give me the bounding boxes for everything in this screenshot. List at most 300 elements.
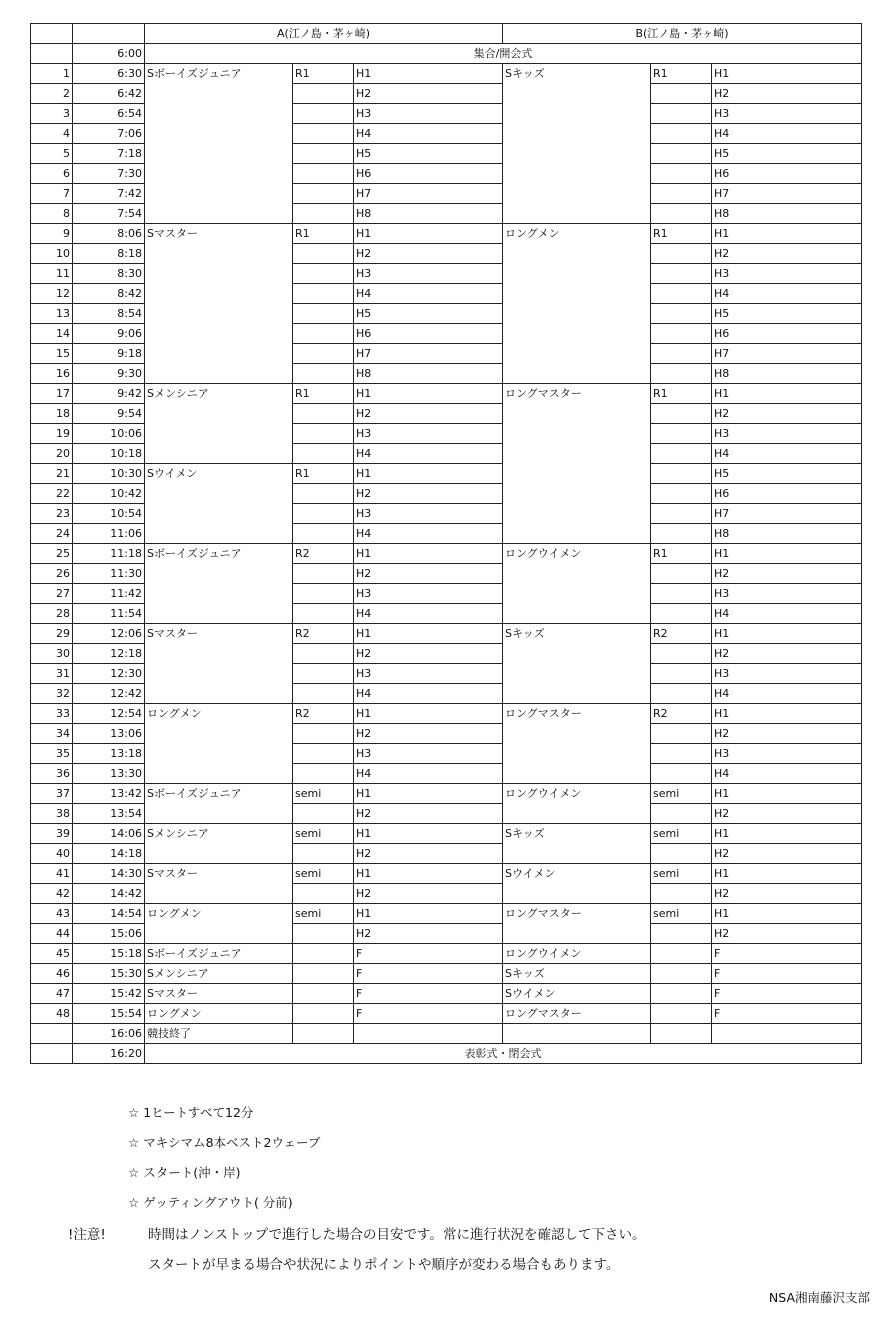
heat-number: 16: [31, 364, 73, 384]
venue-b-heat: H1: [712, 904, 862, 924]
heat-number: 19: [31, 424, 73, 444]
heat-time: 13:42: [73, 784, 145, 804]
venue-a-division: Sマスター: [145, 864, 293, 904]
venue-a-round: [293, 1024, 354, 1044]
heat-number: 29: [31, 624, 73, 644]
venue-a-heat: H1: [354, 824, 503, 844]
star-icon: ☆: [128, 1195, 140, 1210]
heat-number: 32: [31, 684, 73, 704]
venue-a-heat: H4: [354, 284, 503, 304]
venue-a-round: [293, 304, 354, 324]
venue-a-round: [293, 484, 354, 504]
heat-number: 20: [31, 444, 73, 464]
heat-time: 8:42: [73, 284, 145, 304]
venue-b-round: [651, 804, 712, 824]
heat-number: 9: [31, 224, 73, 244]
caution-label: !注意!: [68, 1227, 106, 1243]
venue-b-heat: H1: [712, 624, 862, 644]
heat-time: 15:30: [73, 964, 145, 984]
heat-number: 39: [31, 824, 73, 844]
venue-a-division: Sボーイズジュニア: [145, 784, 293, 824]
venue-b-round: [651, 524, 712, 544]
venue-b-round: [651, 324, 712, 344]
venue-a-round: [293, 84, 354, 104]
heat-time: 7:42: [73, 184, 145, 204]
venue-a-heat: H2: [354, 84, 503, 104]
venue-b-heat: H2: [712, 884, 862, 904]
venue-a-heat: H1: [354, 64, 503, 84]
venue-a-round: [293, 984, 354, 1004]
schedule-row: [31, 1024, 862, 1044]
empty-cell: [31, 24, 73, 44]
venue-b-heat: H1: [712, 224, 862, 244]
venue-a-heat: H2: [354, 484, 503, 504]
heat-number: 8: [31, 204, 73, 224]
heat-time: 12:06: [73, 624, 145, 644]
venue-a-division: 競技終了: [145, 1024, 293, 1044]
venue-b-heat: H4: [712, 684, 862, 704]
venue-a-heat: H2: [354, 404, 503, 424]
heat-time: 8:30: [73, 264, 145, 284]
note-item: [128, 1133, 320, 1151]
heat-number: 41: [31, 864, 73, 884]
opening-time: 6:00: [73, 44, 145, 64]
venue-a-round: R2: [293, 704, 354, 724]
heat-number: 28: [31, 604, 73, 624]
heat-time: 10:18: [73, 444, 145, 464]
venue-a-round: [293, 444, 354, 464]
venue-a-round: [293, 364, 354, 384]
venue-b-heat: H2: [712, 804, 862, 824]
venue-b-division: Sウイメン: [503, 864, 651, 904]
heat-number: 33: [31, 704, 73, 724]
heat-number: 5: [31, 144, 73, 164]
venue-b-heat: H3: [712, 104, 862, 124]
heat-time: 8:18: [73, 244, 145, 264]
heat-time: 13:30: [73, 764, 145, 784]
venue-b-round: [651, 144, 712, 164]
caution-line: 時間はノンストップで進行した場合の目安です。常に進行状況を確認して下さい。: [148, 1227, 646, 1243]
heat-number: 15: [31, 344, 73, 364]
venue-b-division: ロングウイメン: [503, 544, 651, 624]
heat-time: 16:06: [73, 1024, 145, 1044]
venue-a-heat: H1: [354, 624, 503, 644]
venue-b-heat: F: [712, 944, 862, 964]
heat-time: 9:42: [73, 384, 145, 404]
venue-b-round: R1: [651, 64, 712, 84]
heat-time: 10:42: [73, 484, 145, 504]
organization-name: NSA湘南藤沢支部: [768, 1290, 870, 1305]
venue-a-round: R1: [293, 384, 354, 404]
heat-time: 10:54: [73, 504, 145, 524]
note-text: ゲッティングアウト( 分前): [143, 1195, 293, 1210]
venue-a-heat: H3: [354, 584, 503, 604]
venue-a-heat: H1: [354, 904, 503, 924]
venue-a-round: [293, 684, 354, 704]
venue-a-round: [293, 884, 354, 904]
venue-b-heat: H3: [712, 264, 862, 284]
venue-b-heat: H3: [712, 664, 862, 684]
venue-b-round: R2: [651, 624, 712, 644]
venue-b-round: [651, 184, 712, 204]
venue-b-heat: H2: [712, 844, 862, 864]
venue-a-heat: H2: [354, 884, 503, 904]
venue-a-round: [293, 404, 354, 424]
heat-time: 10:30: [73, 464, 145, 484]
venue-b-round: [651, 204, 712, 224]
venue-b-division: Sキッズ: [503, 624, 651, 704]
venue-a-division: Sボーイズジュニア: [145, 544, 293, 624]
venue-b-division: ロングマスター: [503, 704, 651, 784]
venue-b-round: R1: [651, 384, 712, 404]
venue-a-round: [293, 604, 354, 624]
venue-a-round: [293, 164, 354, 184]
heat-number: 3: [31, 104, 73, 124]
venue-a-heat: H4: [354, 124, 503, 144]
venue-a-round: [293, 324, 354, 344]
venue-a-round: [293, 284, 354, 304]
venue-a-heat: H2: [354, 244, 503, 264]
venue-b-header: B(江ノ島・茅ヶ崎): [503, 24, 862, 44]
heat-time: 6:54: [73, 104, 145, 124]
schedule-row: [31, 984, 862, 1004]
venue-a-heat: H8: [354, 364, 503, 384]
venue-b-round: [651, 444, 712, 464]
venue-b-round: semi: [651, 864, 712, 884]
closing-time: 16:20: [73, 1044, 145, 1064]
venue-b-round: [651, 504, 712, 524]
venue-a-heat: H2: [354, 724, 503, 744]
venue-b-heat: H6: [712, 164, 862, 184]
venue-b-heat: H3: [712, 744, 862, 764]
venue-a-round: [293, 804, 354, 824]
heat-number: 45: [31, 944, 73, 964]
venue-a-round: [293, 744, 354, 764]
venue-a-heat: [354, 1024, 503, 1044]
heat-time: 7:18: [73, 144, 145, 164]
empty-cell: [31, 1044, 73, 1064]
venue-b-division: ロングマスター: [503, 384, 651, 544]
venue-b-round: [651, 964, 712, 984]
heat-number: 18: [31, 404, 73, 424]
venue-b-round: [651, 584, 712, 604]
venue-a-heat: F: [354, 984, 503, 1004]
venue-a-heat: H4: [354, 524, 503, 544]
heat-number: 36: [31, 764, 73, 784]
venue-b-round: [651, 884, 712, 904]
venue-a-division: Sメンシニア: [145, 384, 293, 464]
heat-number: 7: [31, 184, 73, 204]
heat-time: 11:18: [73, 544, 145, 564]
heat-number: 23: [31, 504, 73, 524]
schedule-row: [31, 464, 862, 484]
heat-number: 10: [31, 244, 73, 264]
venue-b-round: [651, 644, 712, 664]
heat-time: 12:42: [73, 684, 145, 704]
venue-b-heat: H2: [712, 244, 862, 264]
venue-a-heat: H3: [354, 744, 503, 764]
heat-number: 46: [31, 964, 73, 984]
heat-number: 12: [31, 284, 73, 304]
venue-a-round: R1: [293, 224, 354, 244]
venue-b-round: R1: [651, 224, 712, 244]
venue-a-round: [293, 104, 354, 124]
venue-a-round: semi: [293, 864, 354, 884]
heat-number: 4: [31, 124, 73, 144]
venue-a-round: R1: [293, 464, 354, 484]
venue-b-heat: H5: [712, 464, 862, 484]
venue-b-heat: H4: [712, 124, 862, 144]
venue-a-division: Sボーイズジュニア: [145, 944, 293, 964]
heat-number: 25: [31, 544, 73, 564]
schedule-row: [31, 784, 862, 804]
heat-number: 13: [31, 304, 73, 324]
venue-a-heat: H4: [354, 764, 503, 784]
venue-b-round: [651, 244, 712, 264]
heat-number: 48: [31, 1004, 73, 1024]
venue-b-round: [651, 664, 712, 684]
venue-b-heat: H1: [712, 544, 862, 564]
venue-a-division: ロングメン: [145, 904, 293, 944]
schedule-row: [31, 864, 862, 884]
venue-a-heat: H3: [354, 264, 503, 284]
venue-a-division: Sボーイズジュニア: [145, 64, 293, 224]
venue-a-heat: H1: [354, 784, 503, 804]
venue-a-round: [293, 664, 354, 684]
venue-a-heat: H1: [354, 224, 503, 244]
heat-time: 14:54: [73, 904, 145, 924]
venue-b-heat: H4: [712, 764, 862, 784]
venue-b-division: ロングメン: [503, 224, 651, 384]
venue-a-round: [293, 524, 354, 544]
venue-a-heat: H2: [354, 844, 503, 864]
venue-a-round: [293, 584, 354, 604]
heat-number: [31, 1024, 73, 1044]
venue-a-round: R2: [293, 624, 354, 644]
empty-cell: [73, 24, 145, 44]
heat-number: 43: [31, 904, 73, 924]
venue-b-division: ロングウイメン: [503, 944, 651, 964]
heat-time: 14:42: [73, 884, 145, 904]
venue-a-heat: H3: [354, 504, 503, 524]
heat-time: 14:30: [73, 864, 145, 884]
venue-a-round: semi: [293, 784, 354, 804]
venue-a-round: [293, 764, 354, 784]
venue-b-round: [651, 304, 712, 324]
heat-number: 22: [31, 484, 73, 504]
opening-label: 集合/開会式: [145, 44, 862, 64]
closing-row: [31, 1044, 862, 1064]
heat-number: 2: [31, 84, 73, 104]
venue-a-heat: H4: [354, 604, 503, 624]
venue-a-heat: F: [354, 964, 503, 984]
heat-time: 13:54: [73, 804, 145, 824]
heat-time: 9:54: [73, 404, 145, 424]
venue-a-heat: H4: [354, 444, 503, 464]
star-icon: ☆: [128, 1105, 140, 1120]
venue-b-heat: H5: [712, 304, 862, 324]
venue-b-round: [651, 104, 712, 124]
venue-a-round: [293, 924, 354, 944]
venue-b-heat: H8: [712, 524, 862, 544]
venue-b-division: Sウイメン: [503, 984, 651, 1004]
heat-time: 12:18: [73, 644, 145, 664]
venue-b-round: semi: [651, 824, 712, 844]
venue-b-heat: H2: [712, 644, 862, 664]
venue-b-round: [651, 284, 712, 304]
venue-a-round: [293, 844, 354, 864]
venue-a-division: ロングメン: [145, 1004, 293, 1024]
venue-b-heat: H1: [712, 864, 862, 884]
heat-number: 17: [31, 384, 73, 404]
venue-a-heat: H1: [354, 544, 503, 564]
venue-b-round: [651, 84, 712, 104]
venue-b-round: [651, 404, 712, 424]
heat-time: 9:18: [73, 344, 145, 364]
venue-b-division: ロングマスター: [503, 1004, 651, 1024]
venue-a-round: [293, 244, 354, 264]
note-item: [128, 1193, 293, 1211]
venue-b-round: [651, 604, 712, 624]
heat-time: 15:06: [73, 924, 145, 944]
schedule-row: [31, 224, 862, 244]
heat-time: 11:30: [73, 564, 145, 584]
heat-number: 11: [31, 264, 73, 284]
venue-b-heat: H4: [712, 284, 862, 304]
venue-a-round: [293, 964, 354, 984]
venue-a-heat: H1: [354, 464, 503, 484]
venue-a-heat: H6: [354, 164, 503, 184]
venue-b-heat: H3: [712, 584, 862, 604]
star-icon: ☆: [128, 1135, 140, 1150]
venue-b-heat: H5: [712, 144, 862, 164]
heat-time: 9:06: [73, 324, 145, 344]
heat-time: 15:18: [73, 944, 145, 964]
heat-time: 7:30: [73, 164, 145, 184]
venue-a-round: semi: [293, 904, 354, 924]
venue-b-heat: H8: [712, 204, 862, 224]
venue-b-round: [651, 484, 712, 504]
venue-a-round: [293, 724, 354, 744]
venue-b-division: ロングウイメン: [503, 784, 651, 824]
heat-time: 11:54: [73, 604, 145, 624]
heat-time: 15:42: [73, 984, 145, 1004]
venue-b-heat: H8: [712, 364, 862, 384]
venue-a-heat: H1: [354, 384, 503, 404]
heat-time: 14:18: [73, 844, 145, 864]
heat-time: 8:54: [73, 304, 145, 324]
venue-a-heat: H2: [354, 644, 503, 664]
heat-time: 11:06: [73, 524, 145, 544]
venue-b-round: [651, 564, 712, 584]
venue-a-round: R1: [293, 64, 354, 84]
venue-b-heat: H7: [712, 184, 862, 204]
heat-number: 37: [31, 784, 73, 804]
venue-b-round: [651, 744, 712, 764]
note-text: マキシマム8本ベスト2ウェーブ: [143, 1135, 321, 1150]
venue-a-heat: H7: [354, 344, 503, 364]
venue-a-division: Sマスター: [145, 224, 293, 384]
venue-b-round: [651, 1004, 712, 1024]
venue-a-round: [293, 344, 354, 364]
heat-number: 31: [31, 664, 73, 684]
venue-a-round: [293, 264, 354, 284]
venue-b-heat: [712, 1024, 862, 1044]
venue-b-heat: H6: [712, 324, 862, 344]
empty-cell: [31, 44, 73, 64]
venue-a-heat: H3: [354, 104, 503, 124]
venue-a-heat: H5: [354, 304, 503, 324]
venue-a-round: [293, 424, 354, 444]
venue-b-round: [651, 1024, 712, 1044]
venue-b-round: [651, 684, 712, 704]
heat-number: 27: [31, 584, 73, 604]
venue-a-division: ロングメン: [145, 704, 293, 784]
heat-time: 8:06: [73, 224, 145, 244]
venue-a-round: [293, 144, 354, 164]
schedule-row: [31, 384, 862, 404]
note-text: 1ヒートすべて12分: [143, 1105, 254, 1120]
venue-b-heat: H1: [712, 704, 862, 724]
heat-number: 35: [31, 744, 73, 764]
venue-a-heat: H2: [354, 924, 503, 944]
venue-a-division: Sメンシニア: [145, 824, 293, 864]
heat-number: 6: [31, 164, 73, 184]
heat-number: 14: [31, 324, 73, 344]
venue-b-heat: H4: [712, 444, 862, 464]
venue-a-round: [293, 1004, 354, 1024]
heat-time: 13:18: [73, 744, 145, 764]
heat-number: 26: [31, 564, 73, 584]
venue-b-round: [651, 124, 712, 144]
heat-time: 14:06: [73, 824, 145, 844]
closing-label: 表彰式・閉会式: [145, 1044, 862, 1064]
venue-a-round: [293, 644, 354, 664]
venue-a-division: Sウイメン: [145, 464, 293, 544]
heat-number: 47: [31, 984, 73, 1004]
schedule-row: [31, 964, 862, 984]
venue-b-round: R2: [651, 704, 712, 724]
venue-a-heat: H8: [354, 204, 503, 224]
heat-time: 6:30: [73, 64, 145, 84]
heat-number: 34: [31, 724, 73, 744]
venue-b-heat: H2: [712, 404, 862, 424]
venue-a-heat: H2: [354, 804, 503, 824]
venue-a-round: [293, 564, 354, 584]
venue-b-heat: H2: [712, 84, 862, 104]
heat-time: 7:54: [73, 204, 145, 224]
venue-a-division: Sマスター: [145, 624, 293, 704]
venue-b-round: semi: [651, 904, 712, 924]
venue-a-heat: H1: [354, 864, 503, 884]
venue-b-heat: H1: [712, 824, 862, 844]
venue-a-round: R2: [293, 544, 354, 564]
heat-time: 15:54: [73, 1004, 145, 1024]
venue-b-heat: H4: [712, 604, 862, 624]
venue-b-heat: F: [712, 964, 862, 984]
schedule-row: [31, 624, 862, 644]
note-text: スタート(沖・岸): [143, 1165, 241, 1180]
venue-b-heat: H1: [712, 384, 862, 404]
heat-time: 7:06: [73, 124, 145, 144]
venue-b-division: Sキッズ: [503, 824, 651, 864]
venue-b-round: [651, 724, 712, 744]
venue-a-division: Sメンシニア: [145, 964, 293, 984]
note-item: [128, 1163, 240, 1181]
heat-time: 12:30: [73, 664, 145, 684]
note-item: [128, 1103, 253, 1121]
venue-b-round: [651, 944, 712, 964]
